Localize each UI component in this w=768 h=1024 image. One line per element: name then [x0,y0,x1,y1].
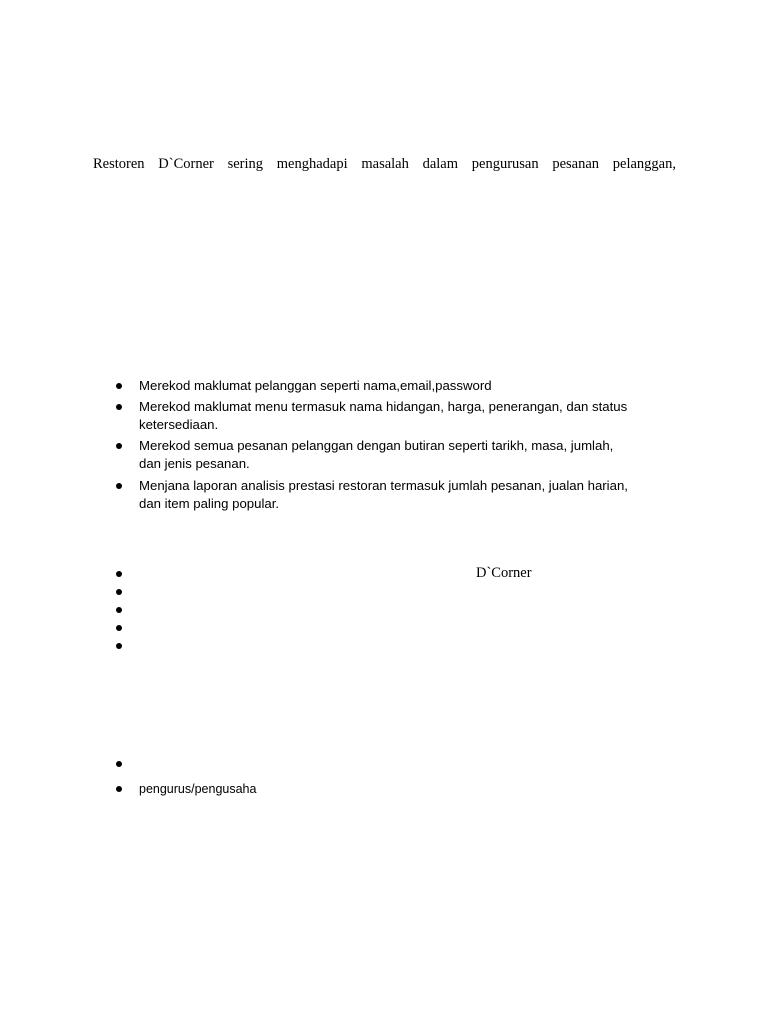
bullet-icon [116,383,122,389]
bullet-icon [116,761,122,767]
bullet-icon [116,483,122,489]
bullet-icon [116,589,122,595]
list-item-text: pengurus/pengusaha [139,782,257,796]
list-item-text: Menjana laporan analisis prestasi restoran termasuk jumlah pesanan, jualan harian, [139,478,628,493]
list-item-text: Merekod semua pesanan pelanggan dengan butiran seperti tarikh, masa, jumlah, [139,438,614,453]
bullet-icon [116,443,122,449]
bullet-icon [116,404,122,410]
intro-paragraph: Restoren D`Corner sering menghadapi masalah dalam pengurusan pesanan pelanggan, [93,156,676,172]
bullet-icon [116,607,122,613]
list-item-text: Merekod maklumat pelanggan seperti nama,email,password [139,378,492,393]
list-item-text: Merekod maklumat menu termasuk nama hidangan, harga, penerangan, dan status [139,399,628,414]
bullet-icon [116,625,122,631]
list-item-text-continued: dan item paling popular. [139,496,280,511]
bullet-icon [116,643,122,649]
list-item-text: D`Corner [476,565,532,581]
bullet-icon [116,571,122,577]
list-item-text-continued: dan jenis pesanan. [139,456,250,471]
bullet-icon [116,786,122,792]
list-item-text-continued: ketersediaan. [139,417,219,432]
